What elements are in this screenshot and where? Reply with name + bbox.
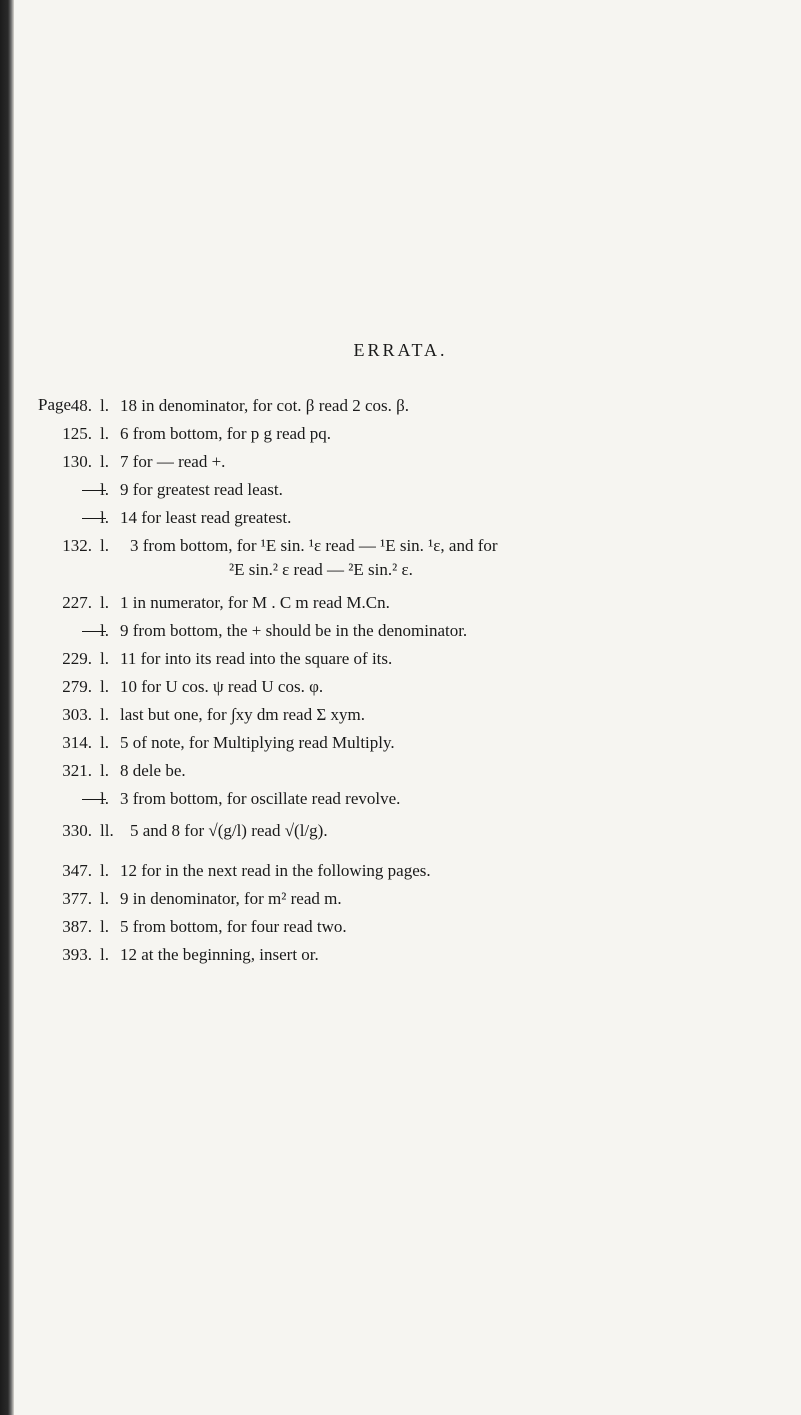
line-ref: l. <box>100 889 109 908</box>
line-ref: l. <box>100 593 109 612</box>
page-number: 387. <box>62 917 92 936</box>
correction-text: 9 for greatest read least. <box>120 480 283 499</box>
page-number: 393. <box>62 945 92 964</box>
correction-text: 12 for in the next read in the following pages. <box>120 861 431 880</box>
line-ref: l. <box>100 861 109 880</box>
page-number: 347. <box>62 861 92 880</box>
page-number: 48. <box>70 396 92 415</box>
page-number: 377. <box>62 889 92 908</box>
correction-text: 3 from bottom, for ¹E sin. ¹ε read — ¹E sin. ¹ε, and for <box>130 536 498 555</box>
line-ref: l. <box>100 945 109 964</box>
line-ref: l. <box>100 789 109 808</box>
page-number: 125. <box>62 424 92 443</box>
line-ref: l. <box>100 508 109 527</box>
correction-text: 7 for — read +. <box>120 452 226 471</box>
line-ref: l. <box>100 761 109 780</box>
correction-text: 12 at the beginning, insert or. <box>120 945 319 964</box>
page-number: 303. <box>62 705 92 724</box>
correction-text: 18 in denominator, for cot. β read 2 cos. β. <box>120 396 410 415</box>
correction-text: 8 dele be. <box>120 761 186 780</box>
correction-text: 9 from bottom, the + should be in the denominator. <box>120 621 468 640</box>
book-binding-edge <box>0 0 14 1415</box>
correction-text: 3 from bottom, for oscillate read revolve. <box>120 789 401 808</box>
page-number: 132. <box>62 536 92 555</box>
line-ref: l. <box>100 396 109 415</box>
correction-text: 5 of note, for Multiplying read Multiply. <box>120 733 395 752</box>
line-ref: l. <box>100 452 109 471</box>
line-ref: l. <box>100 677 109 696</box>
page-title: ERRATA. <box>353 340 448 360</box>
line-ref: l. <box>100 649 109 668</box>
line-ref: l. <box>100 480 109 499</box>
correction-text: 10 for U cos. ψ read U cos. φ. <box>120 677 324 696</box>
page-number: 314. <box>62 733 92 752</box>
page-number: 227. <box>62 593 92 612</box>
page-column-label: Page <box>38 395 72 414</box>
page-number: 279. <box>62 677 92 696</box>
page-number: 330. <box>62 821 92 840</box>
line-ref: l. <box>100 424 109 443</box>
page-number: 130. <box>62 452 92 471</box>
page-number: 229. <box>62 649 92 668</box>
correction-text: 6 from bottom, for p g read pq. <box>120 424 332 443</box>
correction-text: 9 in denominator, for m² read m. <box>120 889 342 908</box>
line-ref: l. <box>100 536 109 555</box>
correction-text: 11 for into its read into the square of its. <box>120 649 393 668</box>
line-ref: l. <box>100 621 109 640</box>
line-ref: ll. <box>100 821 114 840</box>
correction-text: 14 for least read greatest. <box>120 508 292 527</box>
line-ref: l. <box>100 705 109 724</box>
correction-text: 1 in numerator, for M . C m read M.Cn. <box>120 593 390 612</box>
correction-text: last but one, for ∫xy dm read Σ xym. <box>120 705 365 724</box>
page-number: 321. <box>62 761 92 780</box>
correction-text: 5 and 8 for √(g/l) read √(l/g). <box>130 821 328 840</box>
line-ref: l. <box>100 917 109 936</box>
correction-continuation: ²E sin.² ε read — ²E sin.² ε. <box>229 560 413 579</box>
correction-text: 5 from bottom, for four read two. <box>120 917 347 936</box>
line-ref: l. <box>100 733 109 752</box>
